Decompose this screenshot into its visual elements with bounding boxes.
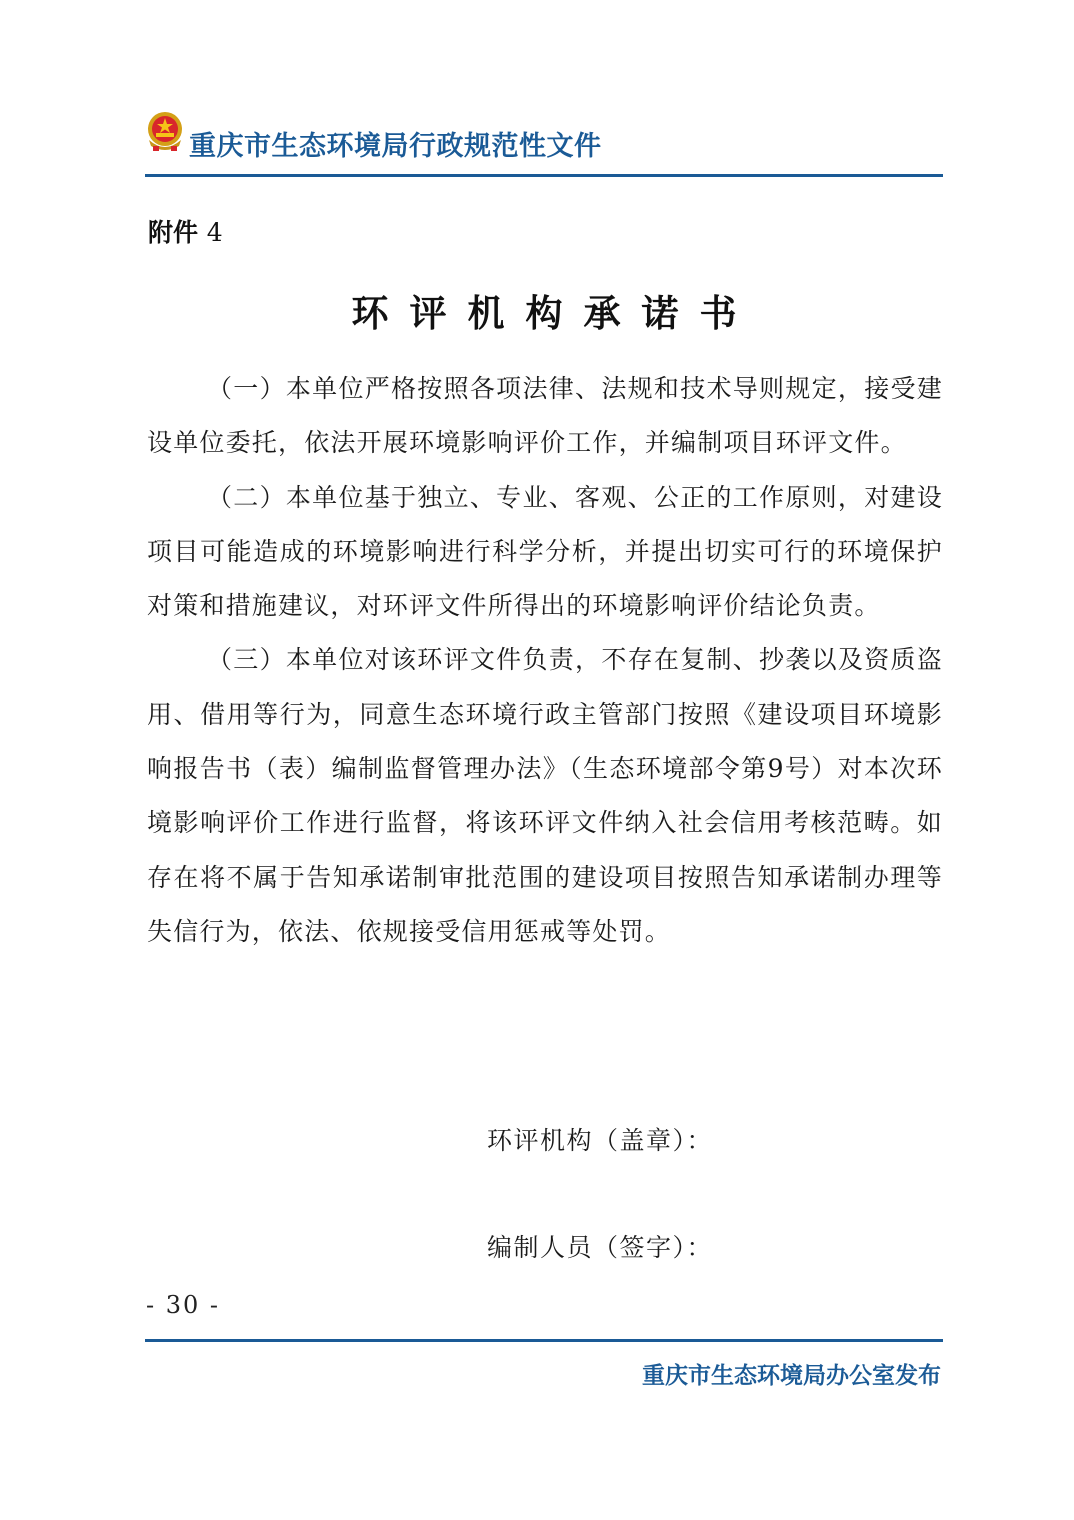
attachment-label [148,213,223,249]
page-header [145,108,943,162]
paragraph-3: （三）本单位对该环评文件负责，不存在复制、抄袭以及资质盗用、借用等行为，同意生态环境行政主管部门按照《建设项目环境影响报告书（表）编制监督管理办法》（生态环境部令第9号）对本次环境影响评价工作进行监督，将该环评文件纳入社会信用考核范畴。如存在将不属于告知承诺制审批范围的建设项目按照告知承诺制办理等失信行为，依法、依规接受信用惩戒等处罚。 [147,645,943,946]
attachment-number: 4 [206,218,223,247]
document-title: 环评机构承诺书 [351,291,758,335]
seal-line: 环评机构（盖章）： [487,1126,714,1155]
footer-publisher: 重庆市生态环境局办公室发布 [642,1363,941,1389]
paragraph-1: （一）本单位严格按照各项法律、法规和技术导则规定，接受建设单位委托，依法开展环境影响评价工作，并编制项目环评文件。 [147,374,943,458]
header-title: 重庆市生态环境局行政规范性文件 [189,131,602,162]
footer-divider [145,1339,943,1342]
signature-line: 编制人员（签字）： [487,1233,714,1262]
paragraph-2: （二）本单位基于独立、专业、客观、公正的工作原则，对建设项目可能造成的环境影响进行科学分析，并提出切实可行的环境保护对策和措施建议，对环评文件所得出的环境影响评价结论负责。 [147,482,943,621]
document-body [147,362,943,959]
attachment-text: 附件 [148,218,199,247]
header-divider [145,174,943,177]
national-emblem-icon [145,110,185,152]
page-number: - 30 - [146,1291,221,1319]
